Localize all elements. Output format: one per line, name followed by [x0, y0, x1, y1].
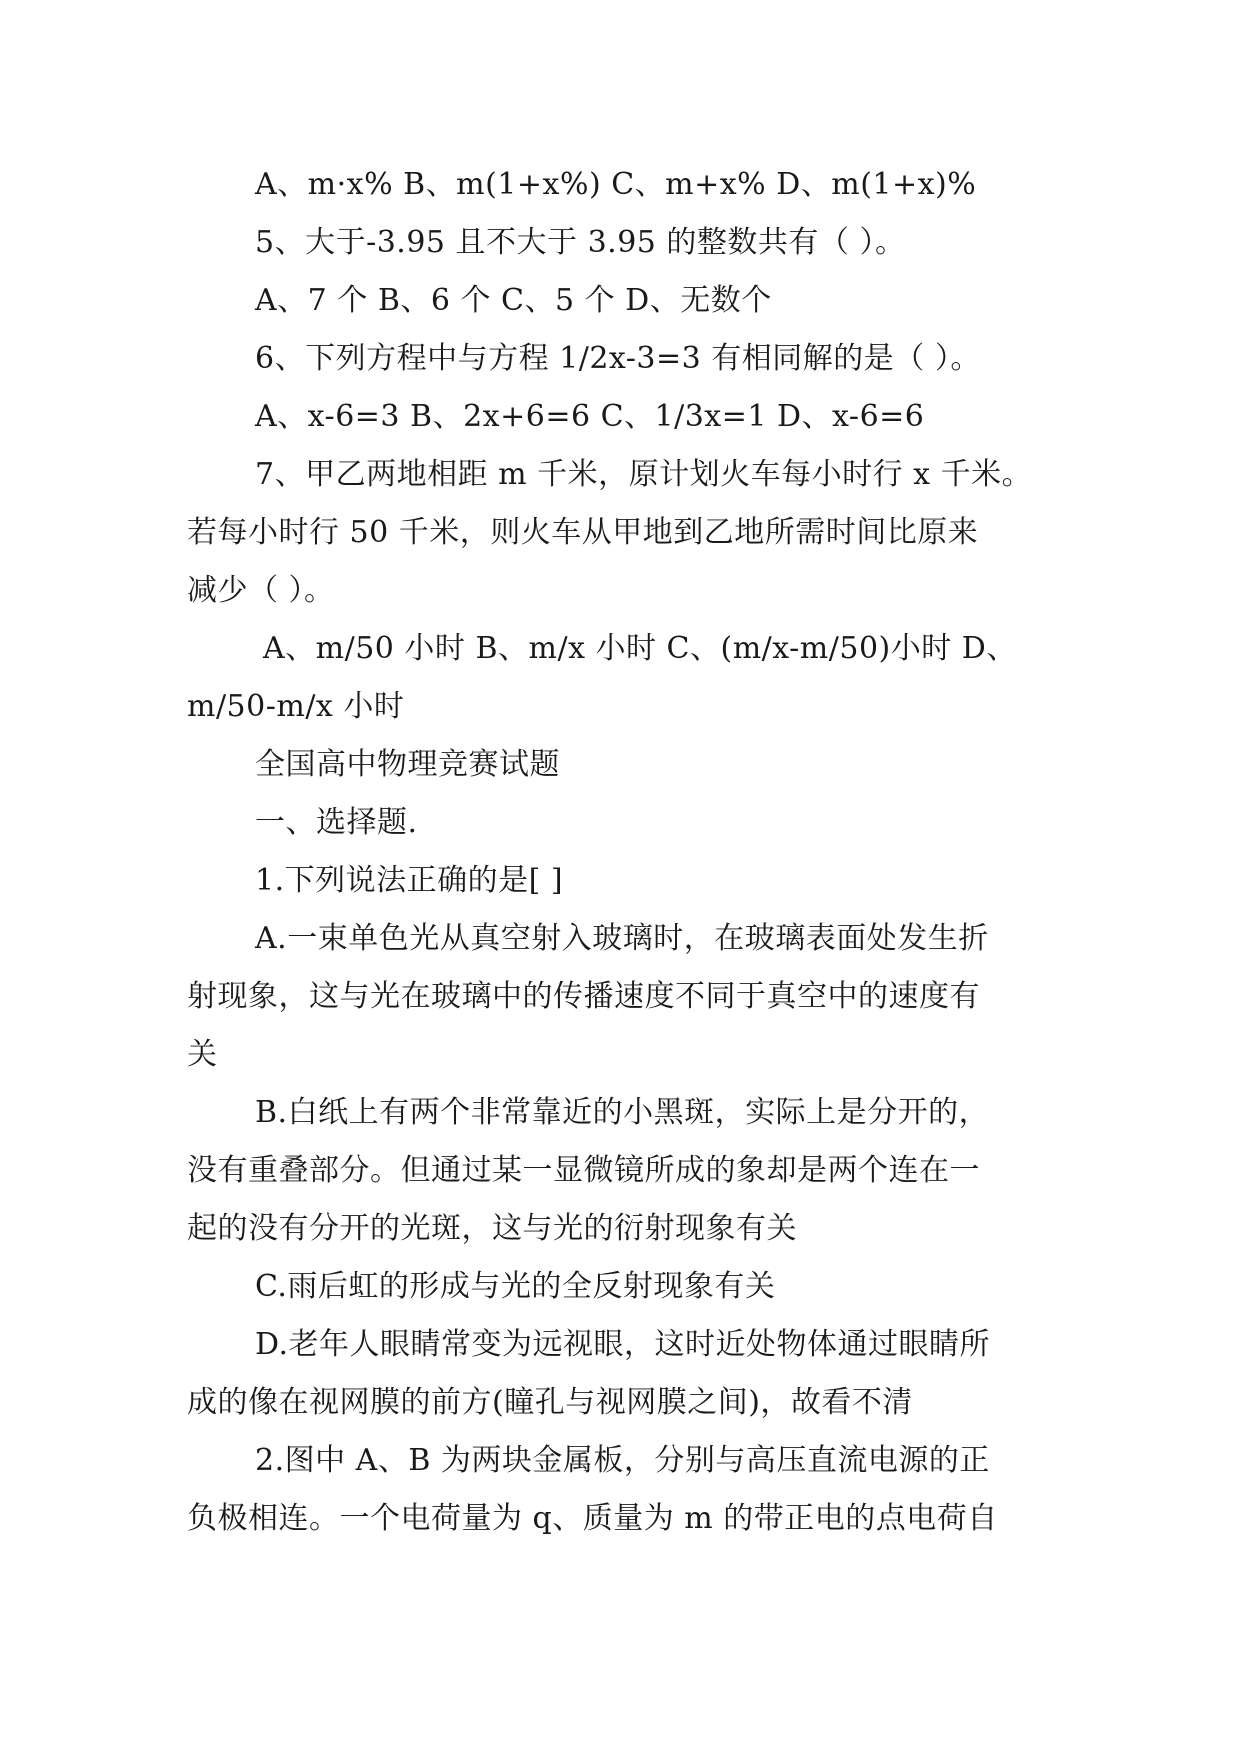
physics-option-d-line-1: D.老年人眼睛常变为远视眼，这时近处物体通过眼睛所	[255, 1327, 991, 1362]
question-5: 5、大于-3.95 且不大于 3.95 的整数共有（ ）。	[255, 225, 906, 260]
answer-options-q6: A、x-6=3 B、2x+6=6 C、1/3x=1 D、x-6=6	[255, 399, 925, 434]
physics-option-b-line-2: 没有重叠部分。但通过某一显微镜所成的象却是两个连在一	[187, 1153, 980, 1188]
section-heading: 全国高中物理竞赛试题	[255, 747, 560, 782]
section-subheading: 一、选择题.	[255, 805, 418, 840]
physics-option-a-line-1: A.一束单色光从真空射入玻璃时，在玻璃表面处发生折	[255, 921, 989, 956]
physics-option-a-line-2: 射现象，这与光在玻璃中的传播速度不同于真空中的速度有	[187, 979, 980, 1014]
physics-option-b-line-3: 起的没有分开的光斑，这与光的衍射现象有关	[187, 1211, 797, 1246]
physics-option-d-line-2: 成的像在视网膜的前方(瞳孔与视网膜之间)，故看不清	[187, 1385, 913, 1420]
question-6: 6、下列方程中与方程 1/2x-3=3 有相同解的是（ ）。	[255, 341, 981, 376]
physics-question-2-line-1: 2.图中 A、B 为两块金属板，分别与高压直流电源的正	[255, 1443, 990, 1478]
answer-options-q4: A、m·x% B、m(1+x%) C、m+x% D、m(1+x)%	[255, 167, 977, 202]
physics-question-2-line-2: 负极相连。一个电荷量为 q、质量为 m 的带正电的点电荷自	[187, 1501, 998, 1536]
answer-options-q7-line-2: m/50-m/x 小时	[187, 689, 405, 724]
question-7-line-1: 7、甲乙两地相距 m 千米，原计划火车每小时行 x 千米。	[255, 457, 1033, 492]
question-7-line-3: 减少（ ）。	[187, 573, 335, 608]
document-body	[187, 156, 1057, 1548]
answer-options-q7-line-1: A、m/50 小时 B、m/x 小时 C、(m/x-m/50)小时 D、	[263, 631, 1017, 666]
physics-option-a-line-3: 关	[187, 1037, 218, 1072]
answer-options-q5: A、7 个 B、6 个 C、5 个 D、无数个	[255, 283, 772, 318]
question-7-line-2: 若每小时行 50 千米，则火车从甲地到乙地所需时间比原来	[187, 515, 979, 550]
physics-question-1: 1.下列说法正确的是[ ]	[255, 863, 564, 898]
physics-option-c: C.雨后虹的形成与光的全反射现象有关	[255, 1269, 776, 1304]
physics-option-b-line-1: B.白纸上有两个非常靠近的小黑斑，实际上是分开的，	[255, 1095, 990, 1130]
